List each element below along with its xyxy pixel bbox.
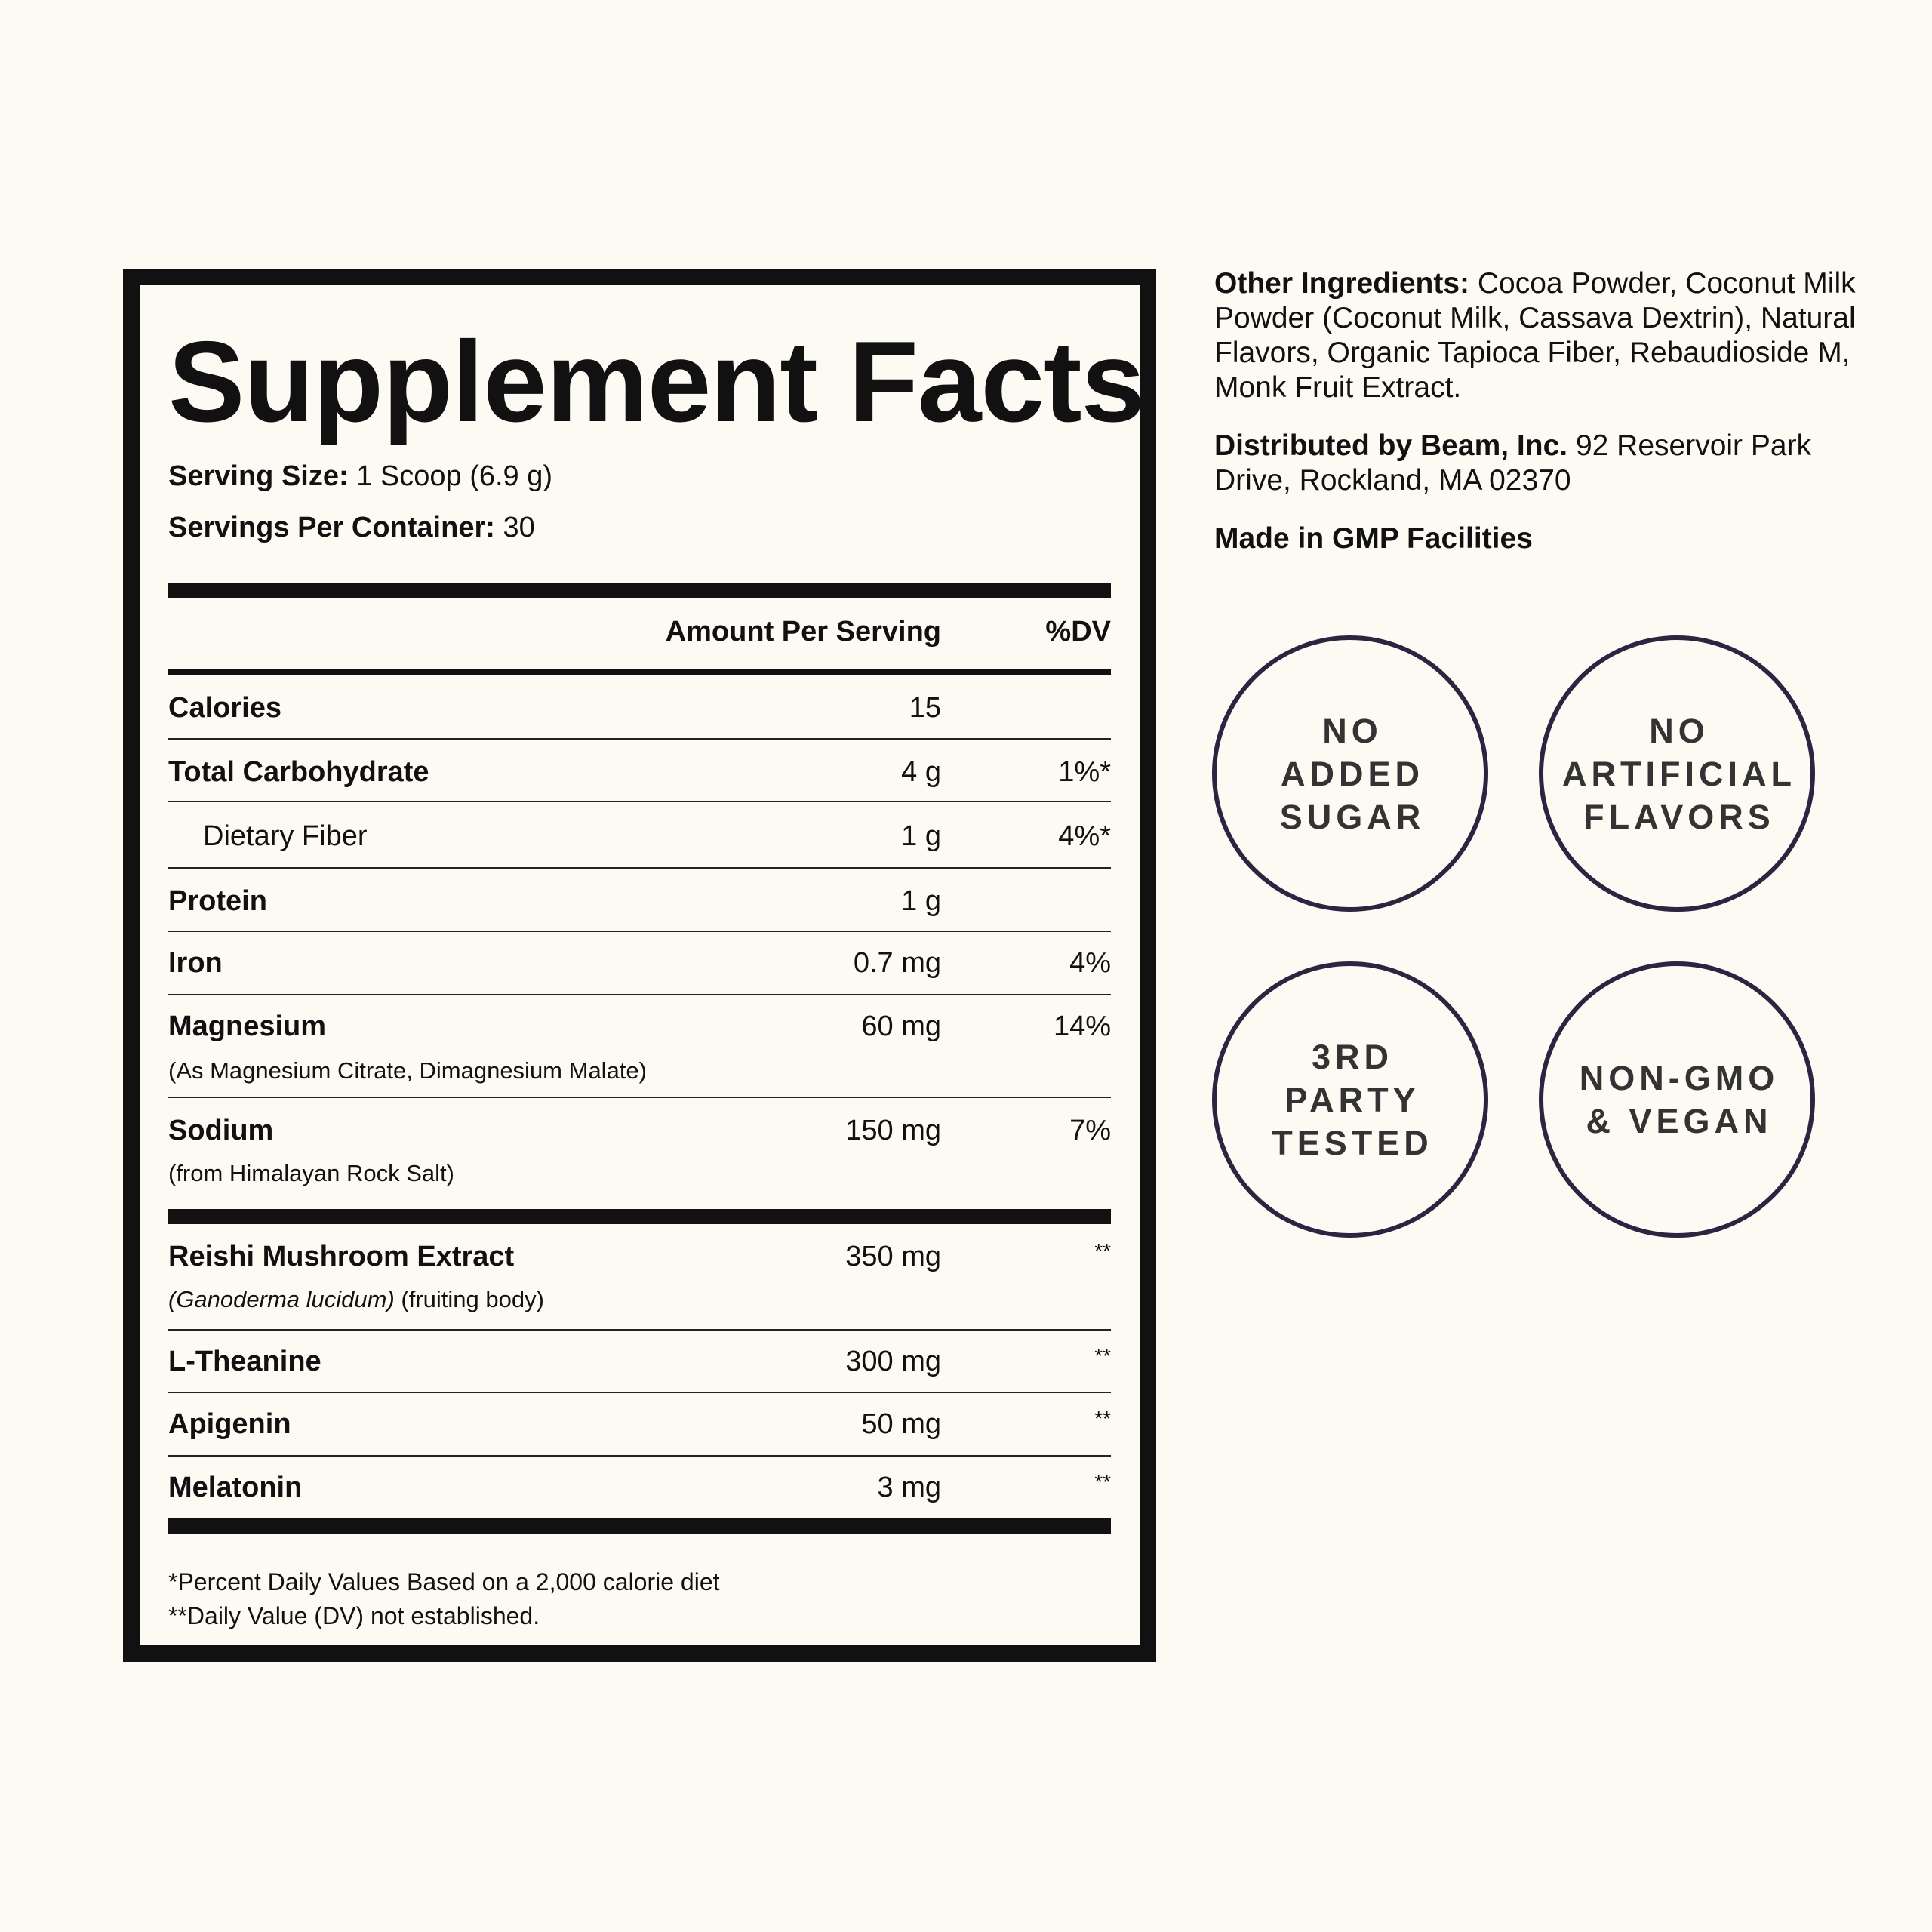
thick-divider: [168, 1209, 1111, 1224]
nutrient-row-total-carbohydrate: [168, 740, 1111, 802]
serving-size-label: Serving Size:: [168, 460, 349, 492]
serving-size: [168, 460, 552, 493]
nutrient-name: Calories: [168, 692, 281, 724]
ingredient-amount: 300 mg: [845, 1346, 941, 1377]
nutrient-amount: 0.7 mg: [853, 947, 941, 979]
nutrient-name: Sodium: [168, 1115, 274, 1146]
ingredient-part: (fruiting body): [394, 1286, 544, 1312]
badge-third-party-tested: [1212, 961, 1488, 1238]
gmp-text: Made in GMP Facilities: [1214, 522, 1533, 555]
nutrient-amount: 15: [909, 692, 941, 724]
thick-divider: [168, 583, 1111, 598]
ingredient-amount: 3 mg: [877, 1472, 941, 1503]
badge-non-gmo-vegan: [1539, 961, 1815, 1238]
servings-per-container-value: 30: [503, 512, 535, 543]
badge-label: NO ARTIFICIAL FLAVORS: [1562, 711, 1796, 836]
nutrient-amount: 150 mg: [845, 1115, 941, 1146]
badge-label: 3RD PARTY TESTED: [1272, 1037, 1433, 1162]
nutrient-source: (from Himalayan Rock Salt): [168, 1160, 454, 1186]
badge-no-artificial-flavors: [1539, 635, 1815, 912]
servings-per-container: [168, 512, 535, 544]
nutrient-row-iron: [168, 932, 1111, 995]
nutrient-dv: 7%: [1069, 1115, 1111, 1146]
distributor-address: 92 Reservoir Park Drive, Rockland, MA 02370: [1214, 429, 1812, 497]
header-percent-dv: %DV: [1045, 616, 1111, 648]
ingredient-name: L-Theanine: [168, 1346, 321, 1377]
ingredient-dv: **: [1094, 1344, 1111, 1367]
nutrient-name: Magnesium: [168, 1011, 327, 1042]
nutrient-dv: 4%*: [1058, 820, 1111, 852]
ingredient-dv: **: [1094, 1239, 1111, 1263]
ingredient-name: Reishi Mushroom Extract: [168, 1241, 515, 1272]
ingredient-name: Apigenin: [168, 1408, 291, 1440]
badge-no-added-sugar: [1212, 635, 1488, 912]
nutrient-row-dietary-fiber: [168, 802, 1111, 869]
footnote-daily-values: *Percent Daily Values Based on a 2,000 calorie diet: [168, 1568, 720, 1595]
gmp-statement: [1214, 521, 1878, 556]
ingredient-row-l-theanine: [168, 1331, 1111, 1393]
nutrient-row-protein: [168, 869, 1111, 932]
medium-divider: [168, 669, 1111, 675]
other-ingredients: [1214, 266, 1878, 405]
nutrient-name: Total Carbohydrate: [168, 756, 429, 788]
ingredient-amount: 50 mg: [861, 1408, 941, 1440]
nutrient-dv: 1%*: [1058, 756, 1111, 788]
footnote-dv-not-established: **Daily Value (DV) not established.: [168, 1602, 540, 1629]
distributor-info: [1214, 429, 1878, 498]
ingredient-row-reishi: [168, 1224, 1111, 1331]
nutrient-name: Dietary Fiber: [203, 820, 368, 852]
other-ingredients-text: Cocoa Powder, Coconut Milk Powder (Coconut Milk, Cassava Dextrin), Natural Flavors, Organic Tapioca Fiber, Rebaudioside M, Monk Fruit Extract.: [1214, 267, 1856, 404]
thick-divider: [168, 1518, 1111, 1534]
badge-label: NON-GMO & VEGAN: [1579, 1059, 1780, 1140]
servings-per-container-label: Servings Per Container:: [168, 512, 495, 543]
nutrient-amount: 1 g: [901, 820, 941, 852]
distributor-label: Distributed by Beam, Inc.: [1214, 429, 1568, 462]
panel-title: Supplement Facts: [168, 318, 1145, 446]
ingredient-latin-name: (Ganoderma lucidum): [168, 1286, 395, 1312]
ingredient-dv: **: [1094, 1470, 1111, 1494]
ingredient-row-melatonin: [168, 1457, 1111, 1518]
nutrient-row-sodium: [168, 1098, 1111, 1196]
nutrient-row-calories: [168, 675, 1111, 740]
ingredient-row-apigenin: [168, 1393, 1111, 1457]
badge-label: NO ADDED SUGAR: [1279, 711, 1426, 836]
nutrient-name: Iron: [168, 947, 223, 979]
other-ingredients-label: Other Ingredients:: [1214, 267, 1470, 300]
header-amount-per-serving: Amount Per Serving: [665, 616, 941, 648]
nutrient-dv: 4%: [1069, 947, 1111, 979]
ingredient-dv: **: [1094, 1407, 1111, 1430]
nutrient-source: (As Magnesium Citrate, Dimagnesium Malate): [168, 1057, 647, 1084]
ingredient-amount: 350 mg: [845, 1241, 941, 1272]
nutrient-amount: 4 g: [901, 756, 941, 788]
supplement-facts-panel: [123, 269, 1156, 1662]
nutrient-row-magnesium: [168, 995, 1111, 1098]
serving-size-value: 1 Scoop (6.9 g): [356, 460, 553, 492]
nutrient-amount: 60 mg: [861, 1011, 941, 1042]
nutrient-name: Protein: [168, 885, 267, 917]
ingredient-name: Melatonin: [168, 1472, 303, 1503]
nutrient-amount: 1 g: [901, 885, 941, 917]
nutrient-dv: 14%: [1053, 1011, 1111, 1042]
ingredient-source: [168, 1286, 544, 1313]
